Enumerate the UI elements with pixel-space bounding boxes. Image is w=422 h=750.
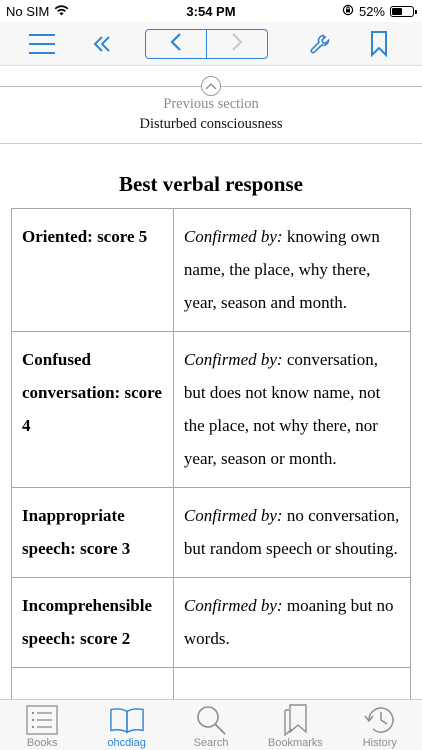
menu-icon[interactable] — [26, 28, 58, 60]
wrench-icon[interactable] — [304, 28, 336, 60]
tab-label: Bookmarks — [267, 737, 323, 749]
bookmarks-icon — [278, 704, 312, 736]
carrier-label: No SIM — [6, 4, 50, 19]
page-navigation — [145, 29, 268, 59]
battery-icon — [390, 6, 414, 17]
search-icon — [194, 704, 228, 736]
previous-icon — [169, 33, 183, 56]
battery-level — [392, 8, 402, 15]
previous-section-link[interactable] — [0, 66, 422, 144]
previous-section-label: Previous section — [163, 96, 259, 112]
orientation-lock-icon — [342, 4, 354, 19]
table-row — [12, 209, 411, 332]
confirmed-by-label: Confirmed by: — [183, 596, 283, 615]
chevron-up-icon — [201, 76, 221, 96]
confirmation-cell — [173, 488, 410, 578]
back-to-start-icon[interactable] — [86, 28, 118, 60]
confirmation-text: conversation, but does not know name, not the place, not why there, nor year, season or month. — [183, 350, 381, 468]
previous-page-button[interactable] — [146, 30, 206, 58]
confirmation-cell — [173, 578, 410, 668]
open-book-icon — [110, 704, 144, 736]
tab-ohcdiag[interactable] — [84, 700, 168, 750]
table-row — [12, 332, 411, 488]
tab-search[interactable] — [169, 700, 253, 750]
response-score-cell: Incomprehensible speech: score 2 — [12, 578, 174, 668]
battery-percent: 52% — [358, 4, 385, 19]
confirmation-cell — [173, 332, 410, 488]
response-score-cell: Confused conversation: score 4 — [12, 332, 174, 488]
status-time: 3:54 PM — [186, 4, 236, 19]
battery-tip — [415, 10, 417, 14]
response-score-cell: Oriented: score 5 — [12, 209, 174, 332]
confirmation-text: moaning but no words. — [183, 596, 394, 648]
table-row — [12, 578, 411, 668]
verbal-response-table — [11, 208, 411, 728]
tab-label: ohcdiag — [107, 737, 146, 749]
table-row — [12, 488, 411, 578]
tab-history[interactable] — [338, 700, 422, 750]
response-score-cell: Inappropriate speech: score 3 — [12, 488, 174, 578]
toolbar — [0, 22, 422, 66]
next-page-button[interactable] — [206, 30, 267, 58]
status-right — [342, 4, 414, 19]
confirmed-by-label: Confirmed by: — [183, 506, 283, 525]
tab-books[interactable] — [0, 700, 84, 750]
list-icon — [25, 704, 59, 736]
confirmed-by-label: Confirmed by: — [183, 227, 283, 246]
status-bar — [0, 0, 422, 22]
tab-label: History — [362, 737, 397, 749]
tab-bookmarks[interactable] — [253, 700, 337, 750]
confirmation-cell — [173, 209, 410, 332]
tab-bar — [0, 699, 422, 750]
bookmark-icon[interactable] — [363, 28, 395, 60]
tab-label: Search — [193, 737, 229, 749]
previous-section-title: Disturbed consciousness — [139, 116, 283, 132]
next-icon — [230, 33, 244, 56]
section-heading: Best verbal response — [119, 172, 303, 196]
confirmed-by-label: Confirmed by: — [183, 350, 283, 369]
confirmation-text: knowing own name, the place, why there, year, season and month. — [183, 227, 380, 312]
tab-label: Books — [26, 737, 58, 749]
confirmation-text: no conversation, but random speech or shouting. — [183, 506, 400, 558]
history-icon — [363, 704, 397, 736]
